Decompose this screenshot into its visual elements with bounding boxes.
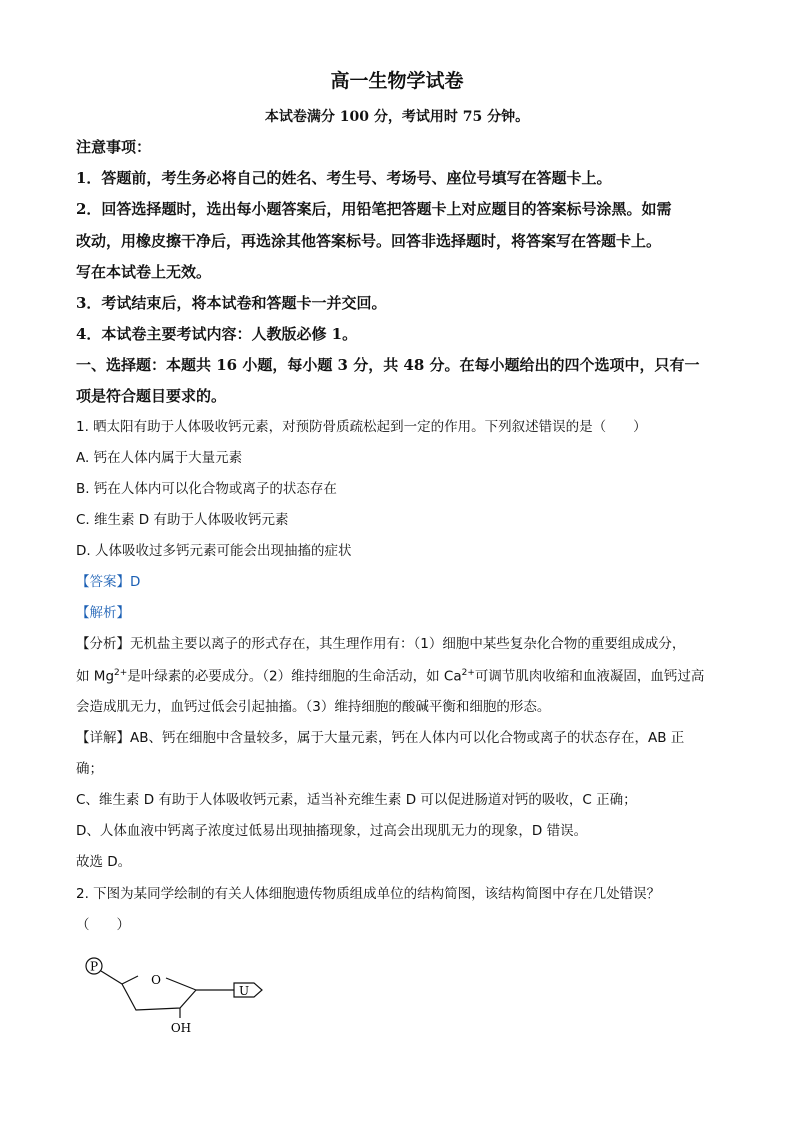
- q1-option-d: D. 人体吸收过多钙元素可能会出现抽搐的症状: [76, 543, 352, 559]
- analysis-tag: 【分析】: [76, 636, 130, 652]
- question-2-stem: 2. 下图为某同学绘制的有关人体细胞遗传物质组成单位的结构简图，该结构简图中存在几处错误？: [76, 886, 661, 902]
- notice-line-4: 写在本试卷上无效。: [76, 263, 212, 281]
- analysis-text: 无机盐主要以离子的形式存在，其生理作用有：（1）细胞中某些复杂化合物的重要组成成分，: [130, 636, 686, 652]
- q1-analysis-line-3: 会造成肌无力，血钙过低会引起抽搐。（3）维持细胞的酸碱平衡和细胞的形态。: [76, 699, 551, 715]
- detail-tag: 【详解】: [76, 730, 130, 746]
- ring-oxygen: O: [151, 973, 161, 987]
- exam-info: 本试卷满分 100 分，考试用时 75 分钟。: [264, 109, 530, 125]
- detail-text: AB、钙在细胞中含量较多，属于大量元素，钙在人体内可以化合物或离子的状态存在，AB 正: [130, 730, 685, 746]
- base-label: U: [238, 984, 250, 998]
- notice-line-3: 改动，用橡皮擦干净后，再选涂其他答案标号。回答非选择题时，将答案写在答题卡上。: [76, 232, 662, 250]
- phosphate-bond: [101, 971, 122, 984]
- q1-option-a: A. 钙在人体内属于大量元素: [76, 450, 243, 466]
- q1-analysis-label: 【解析】: [76, 605, 130, 621]
- superscript: 2+: [114, 668, 128, 678]
- notice-heading: 注意事项：: [76, 138, 152, 156]
- q1-detail-line-1: [76, 730, 684, 746]
- superscript: 2+: [461, 668, 475, 678]
- q1-answer: 【答案】D: [76, 574, 141, 590]
- question-2-paren: （ ）: [76, 917, 130, 933]
- q1-option-b: B. 钙在人体内可以化合物或离子的状态存在: [76, 481, 337, 497]
- q1-analysis-line-1: [76, 636, 685, 652]
- ring-bond: [122, 976, 138, 984]
- analysis-text: 如 Mg: [76, 668, 115, 685]
- question-1-stem: 1. 晒太阳有助于人体吸收钙元素，对预防骨质疏松起到一定的作用。下列叙述错误的是（ ）: [76, 419, 647, 435]
- hydroxyl-label: OH: [170, 1021, 192, 1035]
- page-title: 高一生物学试卷: [330, 70, 464, 92]
- ring-bond: [166, 978, 196, 990]
- notice-line-1: 1．答题前，考生务必将自己的姓名、考生号、考场号、座位号填写在答题卡上。: [76, 169, 612, 187]
- nucleotide-diagram: [76, 946, 276, 1046]
- ring-bonds: [122, 984, 196, 1010]
- q1-detail-line-2: 确；: [76, 761, 103, 777]
- q1-analysis-line-2: [76, 668, 704, 685]
- section-heading-line-1: 一、选择题：本题共 16 小题，每小题 3 分，共 48 分。在每小题给出的四个选项中，只有一: [76, 356, 700, 374]
- phosphate-label: P: [89, 959, 99, 974]
- q1-option-c: C. 维生素 D 有助于人体吸收钙元素: [76, 512, 289, 528]
- analysis-text: 是叶绿素的必要成分。（2）维持细胞的生命活动，如 Ca: [127, 668, 462, 685]
- q1-detail-line-5: 故选 D。: [76, 854, 132, 870]
- notice-line-2: 2．回答选择题时，选出每小题答案后，用铅笔把答题卡上对应题目的答案标号涂黑。如需: [76, 200, 672, 218]
- notice-line-6: 4．本试卷主要考试内容：人教版必修 1。: [76, 325, 358, 343]
- q1-detail-line-3: C、维生素 D 有助于人体吸收钙元素，适当补充维生素 D 可以促进肠道对钙的吸收，C 正确；: [76, 792, 637, 808]
- q1-detail-line-4: D、人体血液中钙离子浓度过低易出现抽搐现象，过高会出现肌无力的现象，D 错误。: [76, 823, 588, 839]
- analysis-text: 可调节肌肉收缩和血液凝固，血钙过高: [474, 668, 705, 685]
- notice-line-5: 3．考试结束后，将本试卷和答题卡一并交回。: [76, 294, 387, 312]
- section-heading-line-2: 项是符合题目要求的。: [76, 387, 227, 405]
